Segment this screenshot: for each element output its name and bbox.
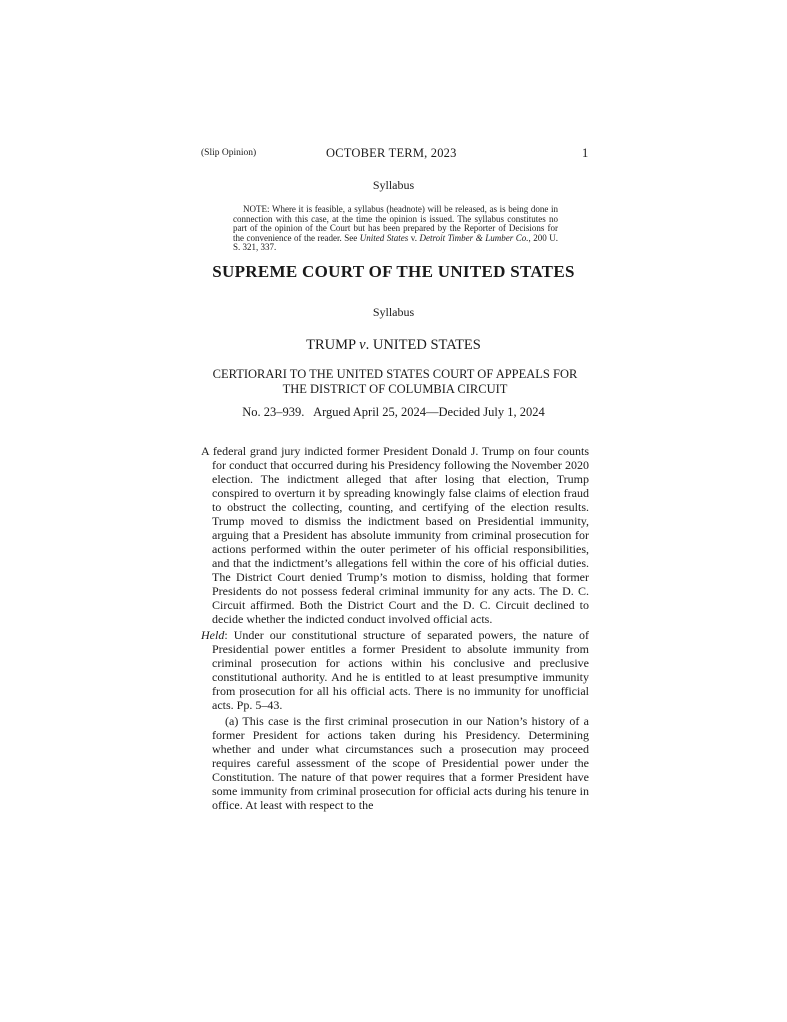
note-citation-party: United States [359,232,409,243]
case-caption [0,337,787,354]
docket-line: No. 23–939. Argued April 25, 2024—Decided July 1, 2024 [242,405,545,419]
note-citation-tail: , 200 U. S. 321, 337. [233,232,559,253]
note-text: NOTE: Where it is feasible, a syllabus (headnote) will be released, as is being done in connection with this case, at the time the opinion is issued. The syllabus constitutes no part of the opinion of the Court but has been prepared by the Reporter of Decisions for the convenience of the reader. See [233,204,558,243]
syllabus-heading-top: Syllabus [372,178,415,192]
paragraph-a: (a) This case is the first criminal prosecution in our Nation’s history of a former President for actions taken during his Presidency. Determining whether and under what circumstances such a prosecution may proceed requires careful assessment of the scope of Presidential power under the Constitution. The nature of that power requires that a former President have some immunity from criminal prosecution for official acts during his tenure in office. At least with respect to the [212,714,589,812]
term-heading: OCTOBER TERM, 2023 [326,146,457,160]
held-label: Held [201,628,225,642]
page-number: 1 [582,146,589,160]
certiorari-line: CERTIORARI TO THE UNITED STATES COURT OF APPEALS FOR THE DISTRICT OF COLUMBIA CIRCUIT [212,367,578,396]
court-title: SUPREME COURT OF THE UNITED STATES [212,262,575,281]
petitioner: TRUMP [306,337,360,353]
note-citation-case: Detroit Timber & Lumber Co. [419,232,529,243]
note-v: v. [408,232,420,243]
held-text: : Under our constitutional structure of separated powers, the nature of Presidential power entitles a former President to absolute immunity from criminal prosecution for actions within his conclusive and preclusive constitutional authority. And he is entitled to at least presumptive immunity from prosecution for all his official acts. There is no immunity for unofficial acts. Pp. 5–43. [212,628,589,712]
syllabus-body [201,444,589,812]
respondent: . UNITED STATES [365,337,481,353]
headnote-notice [233,205,558,253]
held-paragraph [201,628,589,712]
slip-opinion-label: (Slip Opinion) [201,148,257,158]
syllabus-heading: Syllabus [372,305,415,319]
versus: v [359,337,366,353]
facts-paragraph: A federal grand jury indicted former President Donald J. Trump on four counts for conduct that occurred during his Presidency following the November 2020 election. The indictment alleged that after losing that election, Trump conspired to overturn it by spreading knowingly false claims of election fraud to obstruct the collecting, counting, and certifying of the election results. Trump moved to dismiss the indictment based on Presidential immunity, arguing that a President has absolute immunity from criminal prosecution for actions performed within the outer perimeter of his official responsibilities, and that the indictment’s allegations fell within the core of his official duties. The District Court denied Trump’s motion to dismiss, holding that former Presidents do not possess federal criminal immunity for any acts. The D. C. Circuit affirmed. Both the District Court and the D. C. Circuit declined to decide whether the indicted conduct involved official acts. [201,444,589,626]
